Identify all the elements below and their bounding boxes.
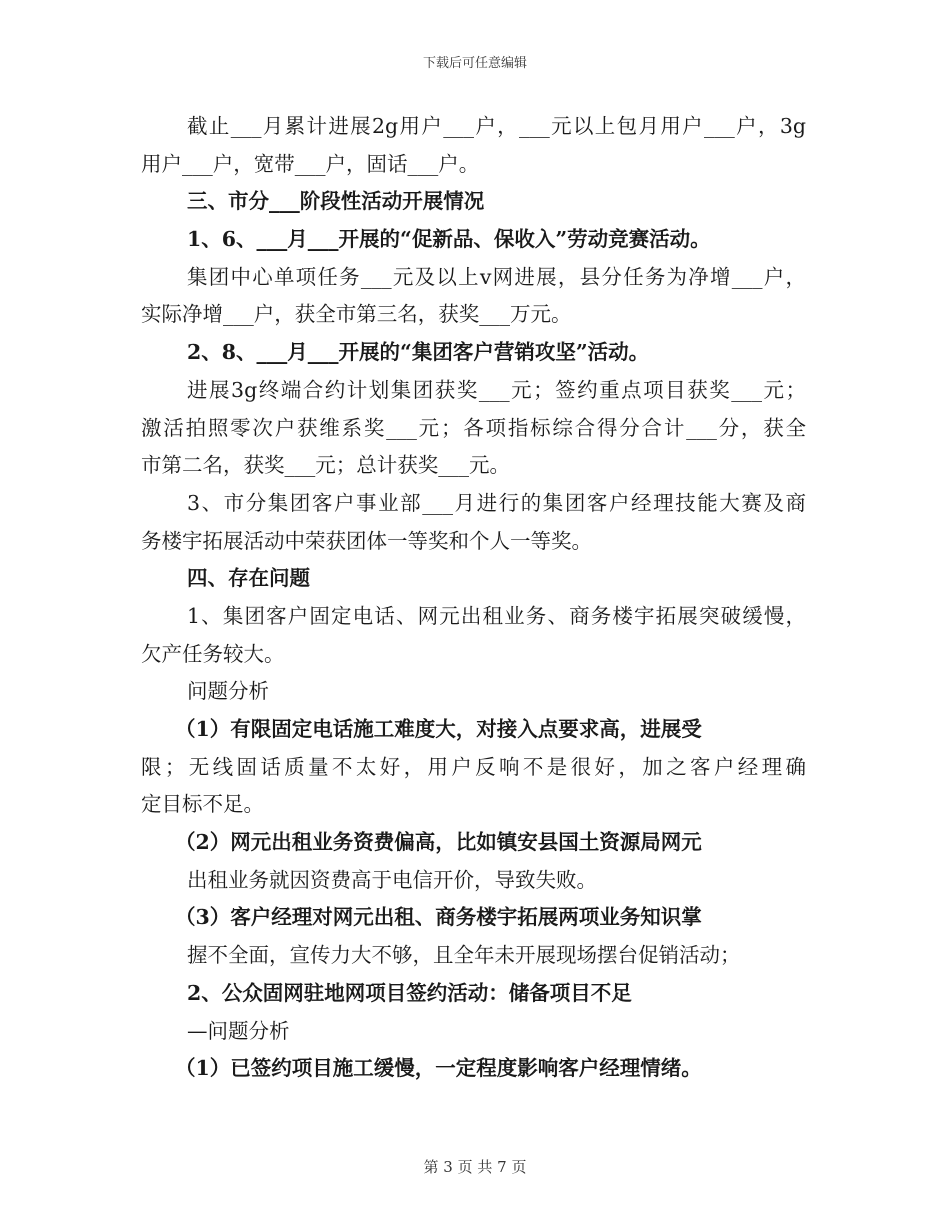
text-line: 1、集团客户固定电话、网元出租业务、商务楼宇拓展突破缓慢，: [187, 603, 806, 628]
text-line: 3、市分集团客户事业部___月进行的集团客户经理技能大赛及商: [187, 490, 806, 515]
analysis-point: （1）已签约项目施工缓慢，一定程度影响客户经理情绪。: [175, 1056, 702, 1081]
subsection-heading: 1、6、___月___开展的“促新品、保收入”劳动竞赛活动。: [187, 227, 711, 252]
text-line: 务楼宇拓展活动中荣获团体一等奖和个人一等奖。: [141, 528, 592, 553]
text-line: 出租业务就因资费高于电信开价，导致失败。: [187, 867, 597, 892]
text-line: 限；无线固话质量不太好，用户反响不是很好，加之客户经理确: [141, 754, 806, 779]
analysis-point: （3）客户经理对网元出租、商务楼宇拓展两项业务知识掌: [175, 905, 702, 930]
text-line: 集团中心单项任务___元及以上v网进展，县分任务为净增___户，: [187, 264, 806, 289]
text-line: 问题分析: [187, 679, 269, 704]
subsection-heading: 2、8、___月___开展的“集团客户营销攻坚”活动。: [187, 340, 650, 365]
analysis-point: （2）网元出租业务资费偏高，比如镇安县国土资源局网元: [175, 830, 702, 855]
section-heading: 三、市分___阶段性活动开展情况: [187, 189, 485, 214]
page-footer: 第 3 页 共 7 页: [423, 1158, 527, 1176]
text-line: —问题分析: [187, 1018, 290, 1043]
page-header: 下载后可任意编辑: [422, 56, 527, 71]
document-body: [141, 108, 806, 1088]
section-heading: 四、存在问题: [187, 566, 310, 591]
text-line: 激活拍照零次户获维系奖___元；各项指标综合得分合计___分，获全: [141, 415, 806, 440]
analysis-point: （1）有限固定电话施工难度大，对接入点要求高，进展受: [175, 717, 702, 741]
text-line: 实际净增___户，获全市第三名，获奖___万元。: [141, 302, 572, 327]
text-line: 欠产任务较大。: [141, 641, 285, 666]
text-line: 握不全面，宣传力大不够，且全年未开展现场摆台促销活动；: [187, 943, 741, 968]
text-line: 市第二名，获奖___元；总计获奖___元。: [141, 453, 510, 478]
text-line: 进展3g终端合约计划集团获奖___元；签约重点项目获奖___元；: [187, 377, 806, 402]
text-line: 定目标不足。: [141, 792, 264, 817]
text-line: 截止___月累计进展2g用户___户，___元以上包月用户___户，3g: [187, 114, 806, 138]
subsection-heading: 2、公众固网驻地网项目签约活动：储备项目不足: [187, 980, 632, 1005]
text-line: 用户___户，宽带___户，固话___户。: [141, 151, 480, 176]
